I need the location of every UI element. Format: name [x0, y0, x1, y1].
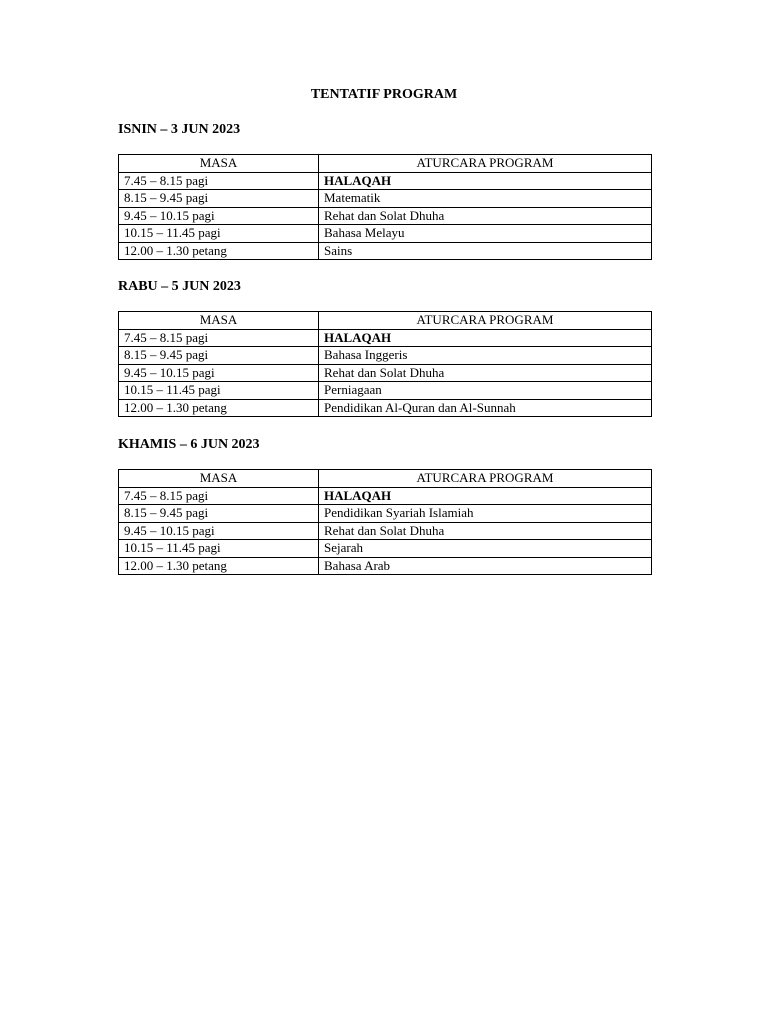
table-header-row	[119, 470, 652, 488]
time-cell: 8.15 – 9.45 pagi	[119, 505, 319, 523]
schedule-table	[118, 154, 652, 260]
program-cell: Perniagaan	[319, 382, 652, 400]
table-row	[119, 505, 652, 523]
column-header-masa: MASA	[119, 470, 319, 488]
program-cell: Sains	[319, 242, 652, 260]
program-cell: Rehat dan Solat Dhuha	[319, 522, 652, 540]
program-cell: HALAQAH	[319, 329, 652, 347]
time-cell: 8.15 – 9.45 pagi	[119, 190, 319, 208]
table-row	[119, 225, 652, 243]
column-header-masa: MASA	[119, 312, 319, 330]
time-cell: 10.15 – 11.45 pagi	[119, 382, 319, 400]
schedule-section-isnin	[118, 121, 651, 260]
program-cell: Rehat dan Solat Dhuha	[319, 364, 652, 382]
table-row	[119, 347, 652, 365]
table-row	[119, 329, 652, 347]
table-row	[119, 172, 652, 190]
day-heading: ISNIN – 3 JUN 2023	[118, 122, 241, 137]
program-cell: Bahasa Melayu	[319, 225, 652, 243]
time-cell: 7.45 – 8.15 pagi	[119, 329, 319, 347]
program-cell: Pendidikan Al-Quran dan Al-Sunnah	[319, 399, 652, 417]
time-cell: 12.00 – 1.30 petang	[119, 557, 319, 575]
program-cell: Matematik	[319, 190, 652, 208]
table-row	[119, 399, 652, 417]
program-cell: Sejarah	[319, 540, 652, 558]
table-row	[119, 557, 652, 575]
document-title: TENTATIF PROGRAM	[310, 87, 458, 102]
time-cell: 9.45 – 10.15 pagi	[119, 207, 319, 225]
program-cell: Rehat dan Solat Dhuha	[319, 207, 652, 225]
time-cell: 12.00 – 1.30 petang	[119, 399, 319, 417]
schedule-section-khamis	[118, 436, 651, 575]
table-header-row	[119, 312, 652, 330]
table-row	[119, 382, 652, 400]
day-heading: KHAMIS – 6 JUN 2023	[118, 437, 260, 452]
program-cell: Pendidikan Syariah Islamiah	[319, 505, 652, 523]
time-cell: 9.45 – 10.15 pagi	[119, 522, 319, 540]
program-cell: Bahasa Inggeris	[319, 347, 652, 365]
table-row	[119, 487, 652, 505]
time-cell: 10.15 – 11.45 pagi	[119, 540, 319, 558]
program-cell: Bahasa Arab	[319, 557, 652, 575]
day-heading: RABU – 5 JUN 2023	[118, 279, 241, 294]
schedule-table	[118, 469, 652, 575]
time-cell: 8.15 – 9.45 pagi	[119, 347, 319, 365]
table-row	[119, 207, 652, 225]
table-header-row	[119, 155, 652, 173]
program-cell: HALAQAH	[319, 172, 652, 190]
table-row	[119, 190, 652, 208]
column-header-aturcara: ATURCARA PROGRAM	[319, 470, 652, 488]
time-cell: 9.45 – 10.15 pagi	[119, 364, 319, 382]
program-cell: HALAQAH	[319, 487, 652, 505]
column-header-aturcara: ATURCARA PROGRAM	[319, 155, 652, 173]
schedule-section-rabu	[118, 278, 651, 417]
table-row	[119, 540, 652, 558]
time-cell: 7.45 – 8.15 pagi	[119, 487, 319, 505]
time-cell: 10.15 – 11.45 pagi	[119, 225, 319, 243]
table-row	[119, 364, 652, 382]
column-header-aturcara: ATURCARA PROGRAM	[319, 312, 652, 330]
column-header-masa: MASA	[119, 155, 319, 173]
table-row	[119, 522, 652, 540]
time-cell: 12.00 – 1.30 petang	[119, 242, 319, 260]
time-cell: 7.45 – 8.15 pagi	[119, 172, 319, 190]
schedule-table	[118, 311, 652, 417]
table-row	[119, 242, 652, 260]
